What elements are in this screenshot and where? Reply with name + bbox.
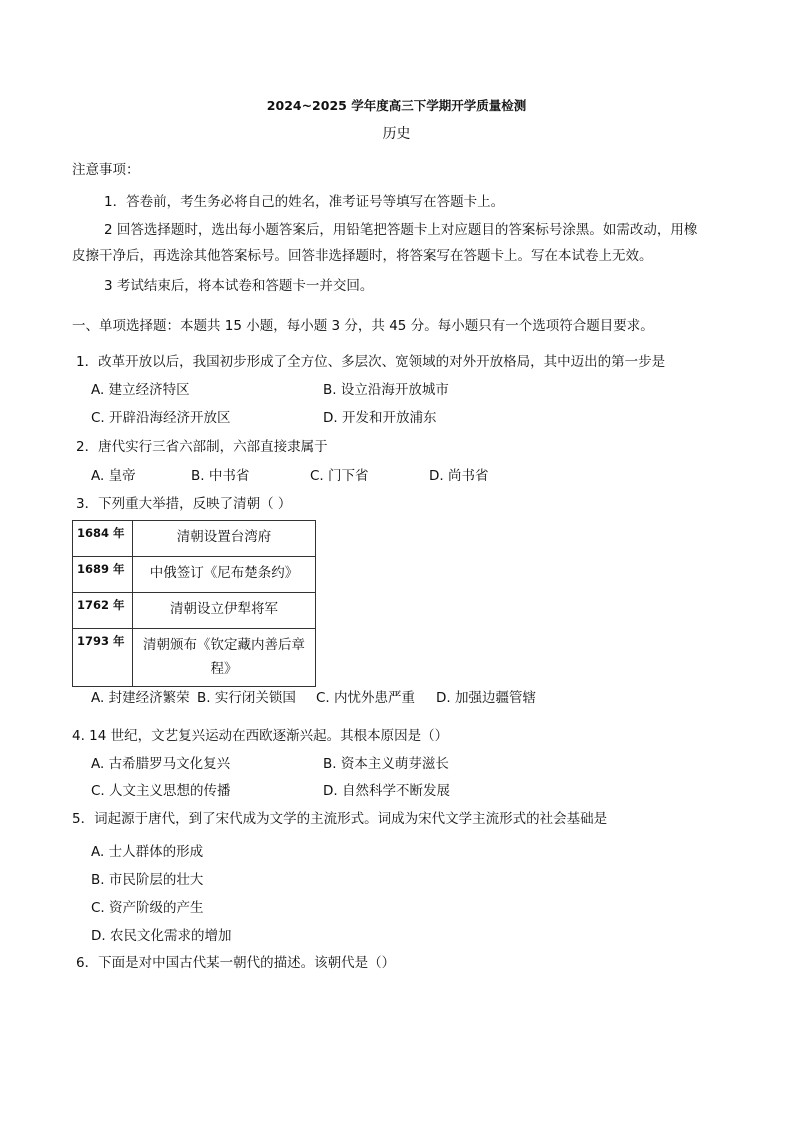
question-3-option-a: A. 封建经济繁荣 bbox=[91, 690, 190, 706]
table-cell-year: 1689 年 bbox=[73, 557, 133, 593]
question-4-stem: 4. 14 世纪，文艺复兴运动在西欧逐渐兴起。其根本原因是（） bbox=[72, 728, 449, 744]
question-2-option-a: A. 皇帝 bbox=[91, 468, 136, 484]
question-6-stem: 6．下面是对中国古代某一朝代的描述。该朝代是（） bbox=[76, 955, 396, 971]
question-2-option-d: D. 尚书省 bbox=[429, 468, 489, 484]
question-3-stem: 3．下列重大举措，反映了清朝（ ） bbox=[76, 496, 292, 512]
question-1-option-a: A. 建立经济特区 bbox=[91, 382, 190, 398]
question-4-option-d: D. 自然科学不断发展 bbox=[323, 783, 450, 799]
question-1-option-d: D. 开发和开放浦东 bbox=[323, 410, 437, 426]
question-5-option-a: A. 士人群体的形成 bbox=[91, 844, 204, 860]
notice-item-2-line-2: 皮擦干净后，再选涂其他答案标号。回答非选择题时，将答案写在答题卡上。写在本试卷上无效。 bbox=[72, 248, 653, 264]
question-5-stem: 5．词起源于唐代，到了宋代成为文学的主流形式。词成为宋代文学主流形式的社会基础是 bbox=[72, 811, 608, 827]
question-5-option-d: D. 农民文化需求的增加 bbox=[91, 928, 232, 944]
question-1-option-b: B. 设立沿海开放城市 bbox=[323, 382, 449, 398]
table-cell-event: 清朝设立伊犁将军 bbox=[133, 593, 316, 629]
question-2-option-c: C. 门下省 bbox=[310, 468, 369, 484]
question-5-option-b: B. 市民阶层的壮大 bbox=[91, 872, 204, 888]
question-3-option-b: B. 实行闭关锁国 bbox=[197, 690, 296, 706]
question-3-option-d: D. 加强边疆管辖 bbox=[436, 690, 536, 706]
question-2-option-b: B. 中书省 bbox=[191, 468, 250, 484]
table-cell-year: 1684 年 bbox=[73, 521, 133, 557]
question-4-option-b: B. 资本主义萌芽滋长 bbox=[323, 756, 449, 772]
notice-item-2-line-1: 2 回答选择题时，选出每小题答案后，用铅笔把答题卡上对应题目的答案标号涂黑。如需改动，用橡 bbox=[104, 222, 698, 238]
table-cell-year: 1793 年 bbox=[73, 629, 133, 687]
table-cell-year: 1762 年 bbox=[73, 593, 133, 629]
question-3-option-c: C. 内忧外患严重 bbox=[316, 690, 416, 706]
question-3-table bbox=[72, 520, 316, 687]
table-cell-event-line-2: 程》 bbox=[210, 661, 238, 677]
table-cell-event: 清朝设置台湾府 bbox=[133, 521, 316, 557]
table-cell-event bbox=[133, 629, 316, 687]
subject-title: 历史 bbox=[382, 126, 411, 142]
section-heading: 一、单项选择题：本题共 15 小题，每小题 3 分，共 45 分。每小题只有一个选项符合题目要求。 bbox=[72, 318, 654, 334]
table-cell-event: 中俄签订《尼布楚条约》 bbox=[133, 557, 316, 593]
question-5-option-c: C. 资产阶级的产生 bbox=[91, 900, 204, 916]
table-cell-event-line-1: 清朝颁布《钦定藏内善后章 bbox=[143, 637, 305, 653]
question-4-option-a: A. 古希腊罗马文化复兴 bbox=[91, 756, 231, 772]
question-2-stem: 2．唐代实行三省六部制，六部直接隶属于 bbox=[76, 439, 328, 455]
notice-heading: 注意事项： bbox=[72, 162, 140, 178]
notice-item-1: 1．答卷前，考生务必将自己的姓名，准考证号等填写在答题卡上。 bbox=[104, 194, 505, 210]
notice-item-3: 3 考试结束后，将本试卷和答题卡一并交回。 bbox=[104, 278, 374, 294]
exam-title: 2024~2025 学年度高三下学期开学质量检测 bbox=[266, 98, 527, 113]
question-1-stem: 1．改革开放以后，我国初步形成了全方位、多层次、宽领域的对外开放格局，其中迈出的第一步是 bbox=[76, 354, 666, 370]
question-1-option-c: C. 开辟沿海经济开放区 bbox=[91, 410, 231, 426]
question-4-option-c: C. 人文主义思想的传播 bbox=[91, 783, 231, 799]
